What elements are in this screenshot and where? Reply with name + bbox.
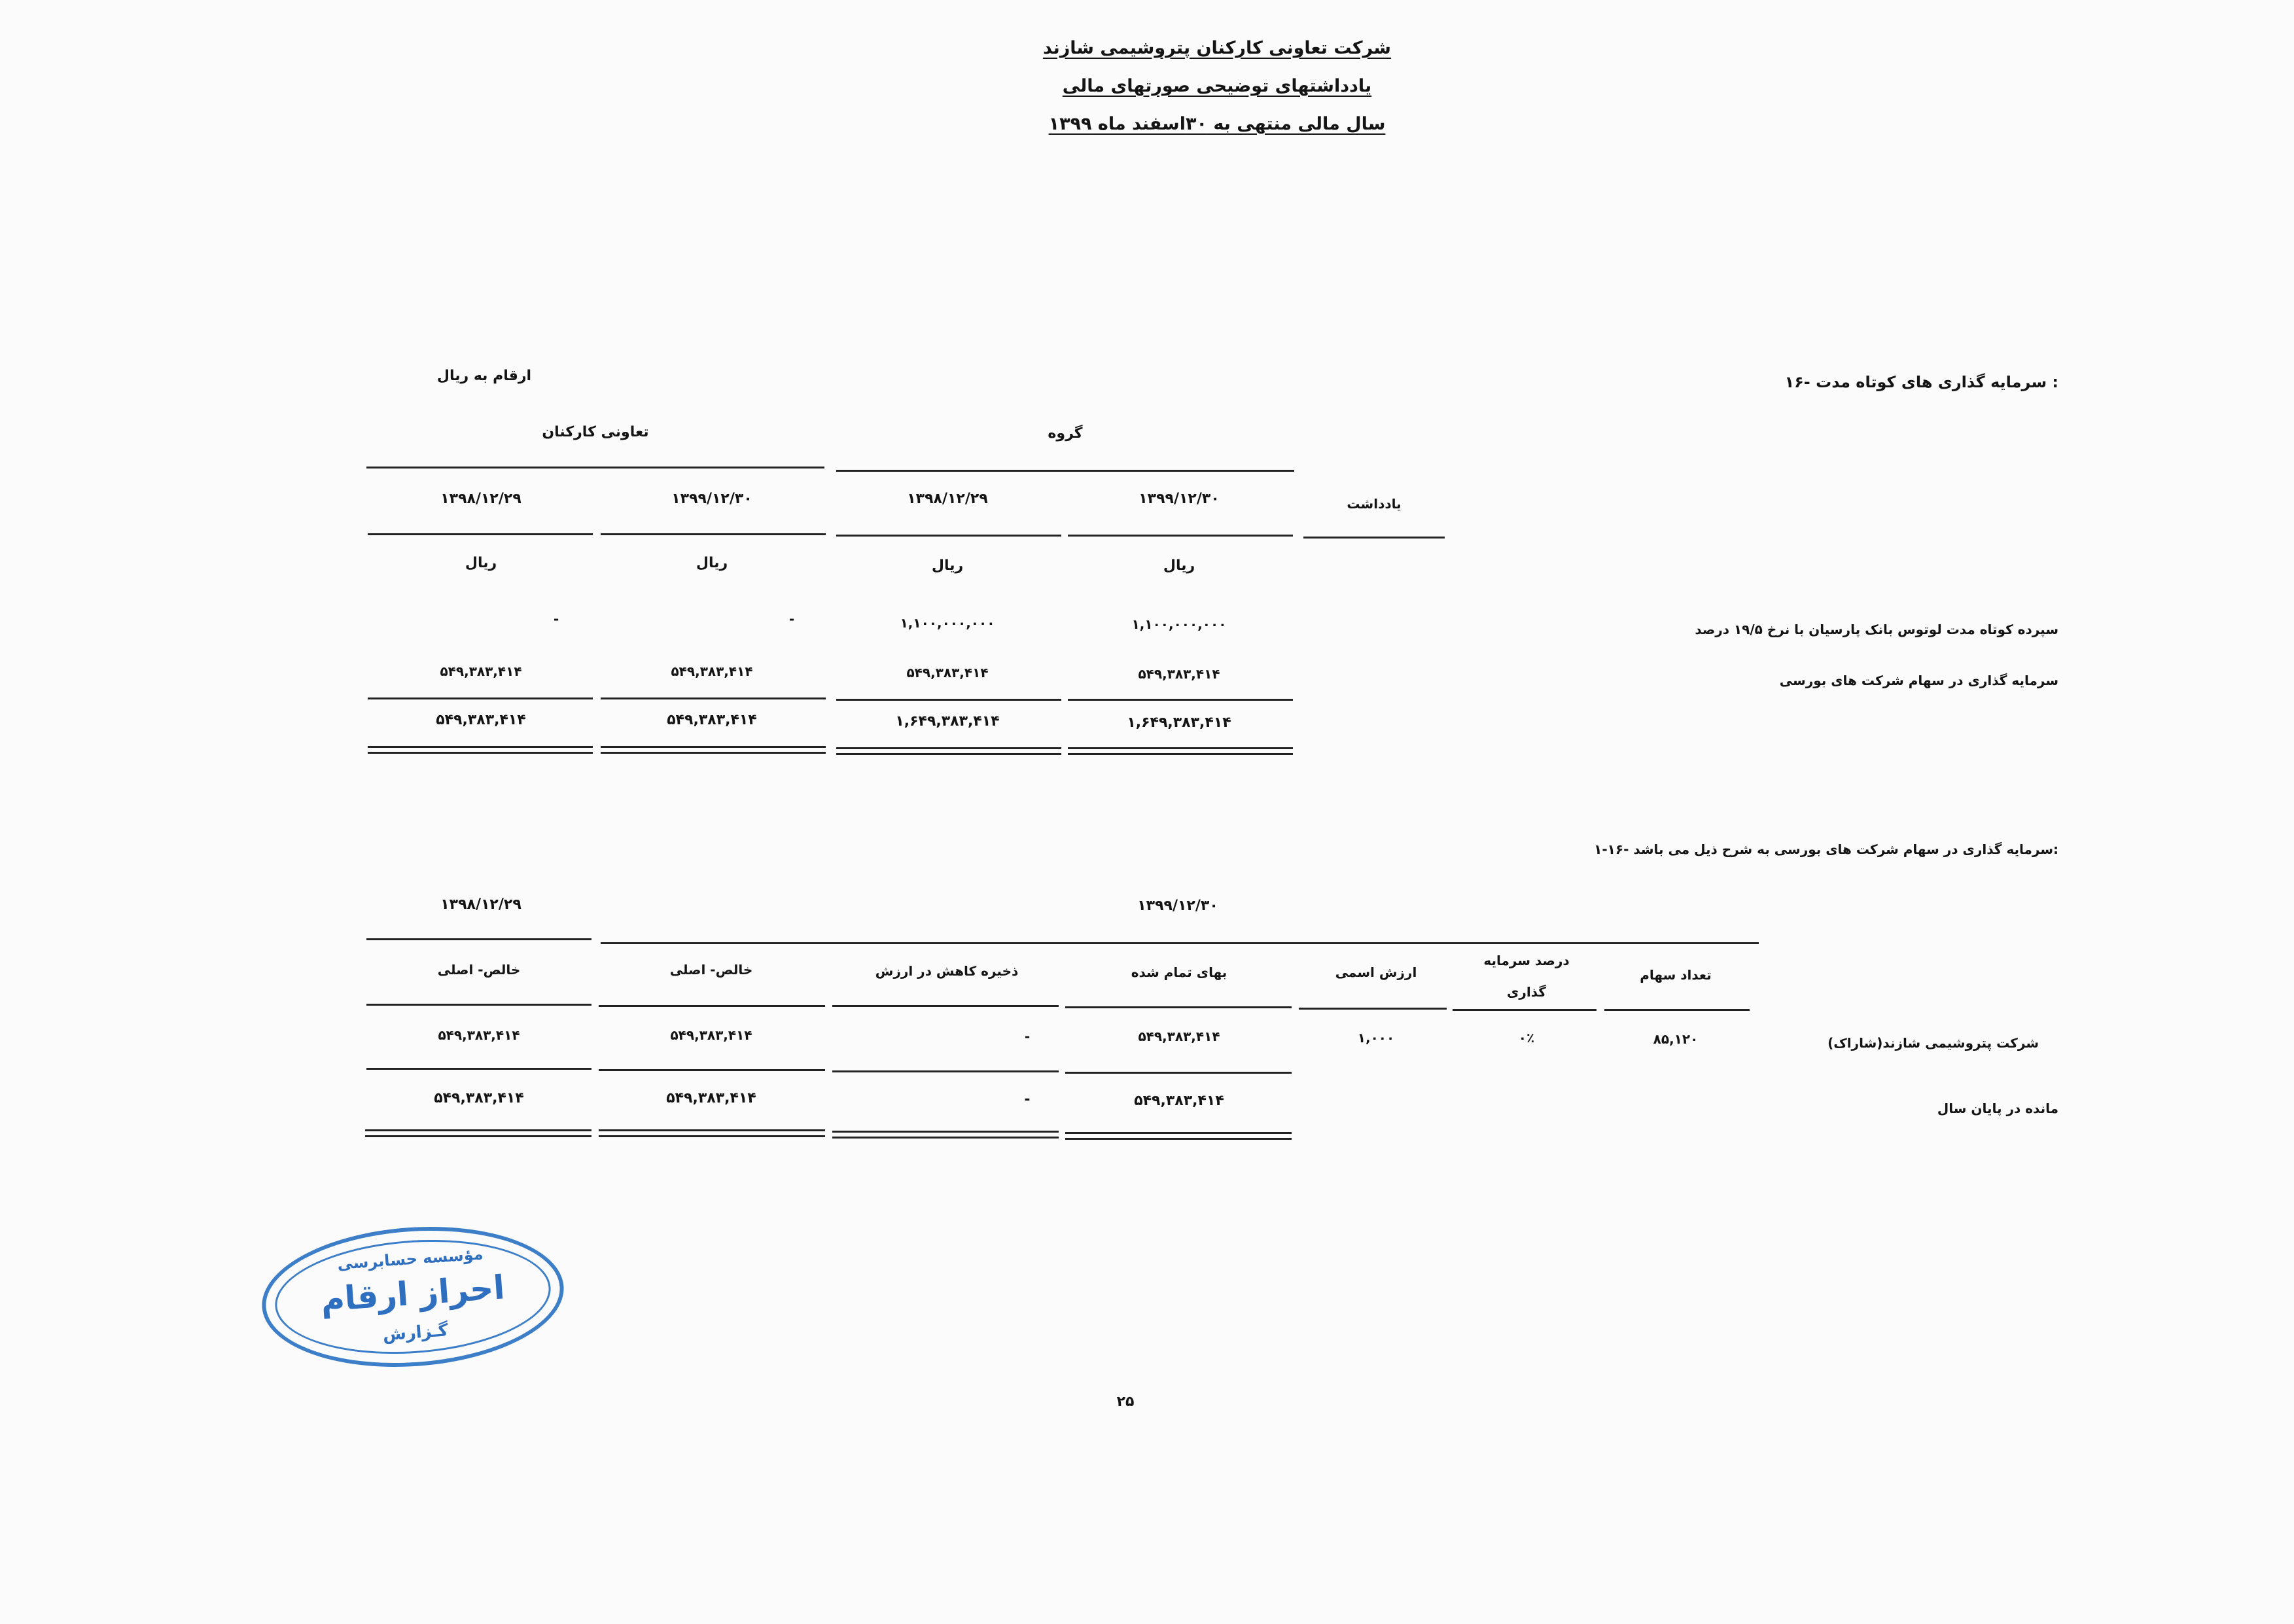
detail-row-label: شرکت پتروشیمی شازند(شاراک) [1827,1035,2039,1051]
col-rule [1299,1008,1447,1010]
detail-net-prior: ۵۴۹,۳۸۳,۴۱۴ [438,1027,520,1043]
subtotal-rule [601,697,826,699]
col-rule [599,1005,825,1007]
col-rule [832,1005,1059,1007]
currency-label: ریال [696,555,728,571]
subtotal-rule [1068,699,1293,701]
report-subtitle: یادداشتهای توضیحی صورتهای مالی [1062,76,1372,96]
col-cost-header: بهای تمام شده [1131,964,1227,980]
table-cell: ۵۴۹,۳۸۳,۴۱۴ [906,665,989,680]
row-label-stocks: سرمایه گذاری در سهام شرکت های بورسی [1779,673,2058,688]
table-cell: ۱,۱۰۰,۰۰۰,۰۰۰ [900,615,995,631]
balance-net-prior: ۵۴۹,۳۸۳,۴۱۴ [434,1090,524,1106]
total-cell: ۱,۶۴۹,۳۸۳,۴۱۴ [895,713,1000,730]
coop-header-rule [366,467,824,468]
date-coop-prior: ۱۳۹۸/۱۲/۲۹ [440,491,521,507]
total-double-rule [836,747,1061,755]
section-16-1-title: ۱-۱۶- سرمایه گذاری در سهام شرکت های بورسی به شرح ذیل می باشد: [1594,841,2058,857]
current-period-rule [601,942,1759,944]
col-nominal-header: ارزش اسمی [1335,964,1417,980]
row-label-deposit: سپرده کوتاه مدت لوتوس بانک پارسیان با نرخ ۱۹/۵ درصد [1695,622,2058,637]
report-period: سال مالی منتهی به ۳۰اسفند ماه ۱۳۹۹ [1048,114,1386,134]
total-double-rule [832,1131,1059,1139]
subtotal-rule [832,1070,1059,1072]
balance-row-label: مانده در پایان سال [1937,1101,2058,1116]
col-percent-header-2: گذاری [1507,984,1546,1000]
detail-nominal: ۱,۰۰۰ [1357,1030,1395,1046]
balance-cost: ۵۴۹,۳۸۳,۴۱۴ [1134,1093,1224,1109]
col-rule [1604,1009,1750,1011]
group-header: گروه [1048,425,1083,442]
table-cell: ۱,۱۰۰,۰۰۰,۰۰۰ [1131,616,1227,632]
detail-net-current: ۵۴۹,۳۸۳,۴۱۴ [670,1027,752,1043]
currency-label: ریال [931,557,964,574]
subtotal-rule [836,699,1061,701]
date-coop-current: ۱۳۹۹/۱۲/۳۰ [671,491,752,507]
total-double-rule [1068,747,1293,755]
stamp-line-1: مؤسسه حسابرسی [336,1244,484,1273]
company-title: شرکت تعاونی کارکنان پتروشیمی شازند [1043,38,1391,58]
detail-cost: ۵۴۹,۳۸۳,۴۱۴ [1138,1029,1220,1044]
total-double-rule [365,1129,591,1137]
section-16-title: ۱۶- سرمایه گذاری های کوتاه مدت : [1784,373,2058,391]
subtotal-rule [599,1069,825,1071]
table-cell: - [553,611,559,627]
col-rule [366,1004,591,1006]
detail-shares: ۸۵,۱۲۰ [1653,1031,1699,1047]
col-rule [1065,1006,1292,1008]
date-group-current: ۱۳۹۹/۱۲/۳۰ [1138,491,1220,507]
subtotal-rule [368,697,593,699]
detail-impairment: - [1024,1029,1031,1044]
audit-stamp [257,1217,569,1377]
table-cell: ۵۴۹,۳۸۳,۴۱۴ [1138,666,1220,682]
currency-label: ریال [465,555,497,571]
total-double-rule [1065,1132,1292,1140]
col-impairment-header: ذخیره کاهش در ارزش [875,963,1019,979]
group-header-rule [836,470,1294,472]
date-rule-3 [601,533,826,535]
col-percent-header: درصد سرمایه [1483,953,1570,968]
coop-header: تعاونی کارکنان [542,424,649,440]
balance-net-current: ۵۴۹,۳۸۳,۴۱۴ [666,1090,756,1106]
table-cell: ۵۴۹,۳۸۳,۴۱۴ [671,663,753,679]
date-rule-2 [836,535,1061,537]
table-cell: - [788,611,795,627]
date-prior-header: ۱۳۹۸/۱۲/۲۹ [440,896,521,913]
col-rule [1453,1009,1597,1011]
currency-label: ریال [1163,557,1195,574]
balance-impairment: - [1024,1091,1031,1108]
date-group-prior: ۱۳۹۸/۱۲/۲۹ [907,491,988,507]
date-rule-4 [368,533,593,535]
total-cell: ۵۴۹,۳۸۳,۴۱۴ [436,712,526,728]
prior-period-rule [366,938,591,940]
note-column-header: یادداشت [1347,496,1402,512]
detail-percent: ۰٪ [1518,1030,1535,1046]
date-current-header: ۱۳۹۹/۱۲/۳۰ [1137,898,1218,914]
col-net-prior-header: خالص- اصلی [437,962,521,978]
table-cell: ۵۴۹,۳۸۳,۴۱۴ [440,663,522,679]
date-rule-1 [1068,535,1293,537]
col-shares-header: تعداد سهام [1640,967,1712,983]
stamp-line-3: گـزارش [381,1320,449,1345]
note-rule [1303,537,1445,538]
units-label: ارقام به ریال [436,368,532,384]
total-cell: ۵۴۹,۳۸۳,۴۱۴ [667,712,757,728]
subtotal-rule [1065,1072,1292,1074]
stamp-line-2: احراز ارقام [319,1268,506,1319]
page-number: ۲۵ [1116,1394,1135,1410]
subtotal-rule [366,1068,591,1070]
total-double-rule [601,746,826,754]
total-double-rule [368,746,593,754]
total-double-rule [599,1129,825,1137]
col-net-current-header: خالص- اصلی [669,962,753,978]
total-cell: ۱,۶۴۹,۳۸۳,۴۱۴ [1127,715,1231,731]
